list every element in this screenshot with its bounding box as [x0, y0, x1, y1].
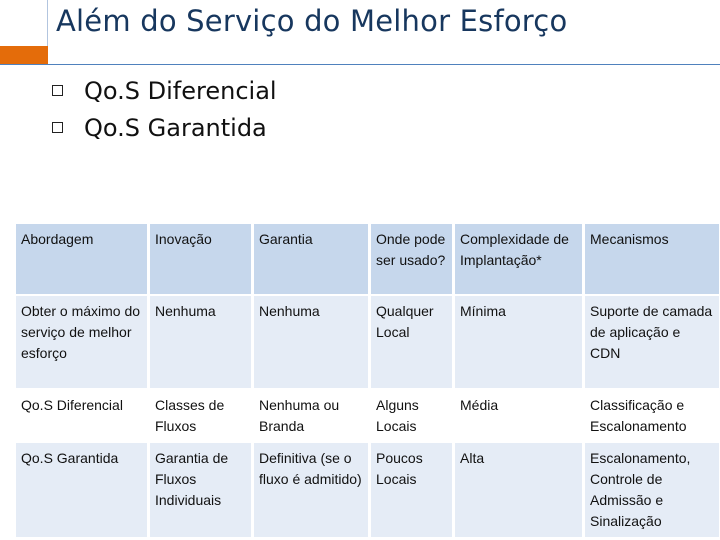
header-cell: Complexidade de Implantação* — [452, 224, 582, 296]
table-cell: Nenhuma ou Branda — [251, 390, 368, 443]
table-row — [16, 443, 719, 537]
table-cell: Obter o máximo do serviço de melhor esforço — [16, 296, 147, 390]
bullet-text: Qo.S Diferencial — [84, 76, 277, 105]
header-cell: Garantia — [251, 224, 368, 296]
bullet-item — [52, 109, 277, 146]
bullet-item — [52, 72, 277, 109]
table-cell: Nenhuma — [147, 296, 251, 390]
header-cell: Inovação — [147, 224, 251, 296]
table-header-row — [16, 224, 719, 296]
table-cell: Qo.S Garantida — [16, 443, 147, 537]
table-cell: Classificação e Escalonamento — [582, 390, 719, 443]
header-cell: Mecanismos — [582, 224, 719, 296]
header-cell: Onde pode ser usado? — [368, 224, 452, 296]
table-row — [16, 390, 719, 443]
slide-title: Além do Serviço do Melhor Esforço — [56, 4, 568, 38]
header-cell: Abordagem — [16, 224, 147, 296]
table-cell: Alta — [452, 443, 582, 537]
title-underline — [0, 64, 720, 65]
table-row — [16, 296, 719, 390]
qos-comparison-table — [16, 224, 719, 537]
table-cell: Suporte de camada de aplicação e CDN — [582, 296, 719, 390]
table-cell: Definitiva (se o fluxo é admitido) — [251, 443, 368, 537]
title-accent-bar — [0, 46, 48, 64]
table-cell: Qualquer Local — [368, 296, 452, 390]
table-cell: Alguns Locais — [368, 390, 452, 443]
table-cell: Garantia de Fluxos Individuais — [147, 443, 251, 537]
table-cell: Classes de Fluxos — [147, 390, 251, 443]
table-cell: Mínima — [452, 296, 582, 390]
table-cell: Escalonamento, Controle de Admissão e Sinalização — [582, 443, 719, 537]
table-cell: Média — [452, 390, 582, 443]
square-bullet-icon — [52, 122, 63, 133]
square-bullet-icon — [52, 85, 63, 96]
table-cell: Nenhuma — [251, 296, 368, 390]
table-cell: Qo.S Diferencial — [16, 390, 147, 443]
table-cell: Poucos Locais — [368, 443, 452, 537]
bullet-list — [52, 72, 277, 146]
bullet-text: Qo.S Garantida — [84, 113, 267, 142]
